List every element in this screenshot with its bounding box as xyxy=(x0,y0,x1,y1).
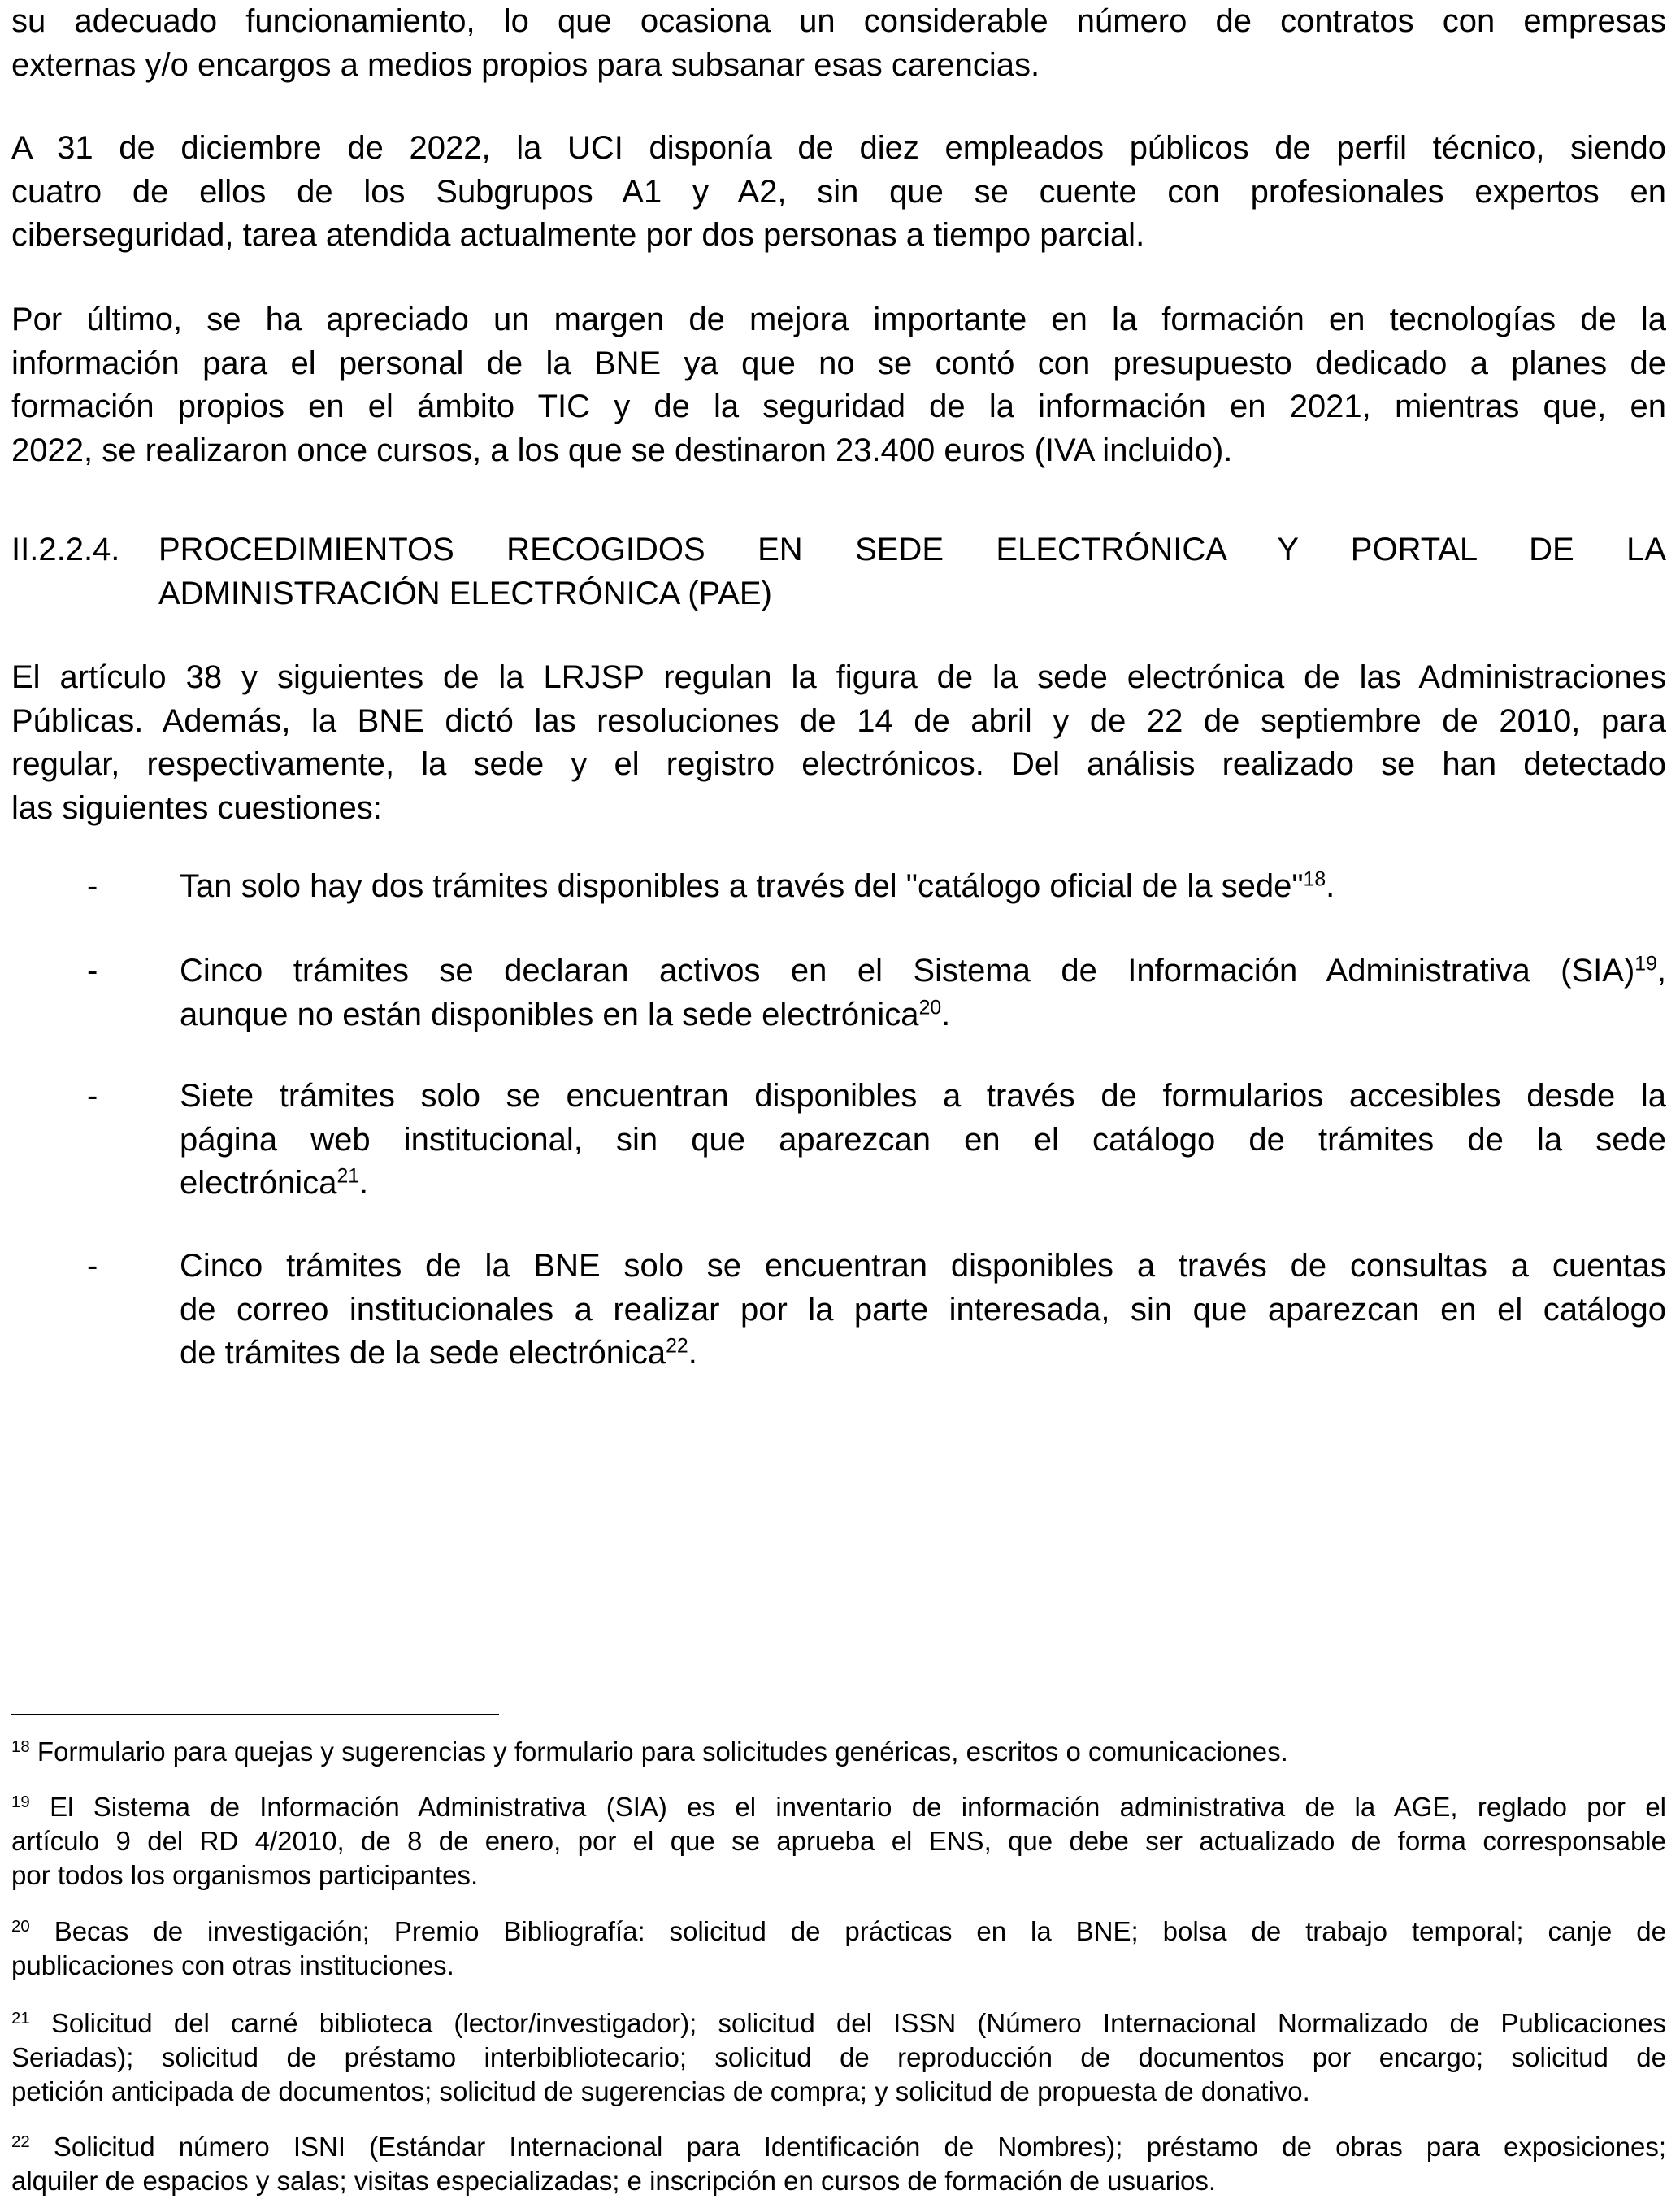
footnote-text: Solicitud número ISNI (Estándar Internacional para Identificación de Nombres); préstamo de obras para exposiciones; xyxy=(53,2132,1667,2162)
footnote-text: alquiler de espacios y salas; visitas especializadas; e inscripción en cursos de formación de usuarios. xyxy=(11,2166,1217,2196)
footnote-18 xyxy=(11,1735,1666,1769)
paragraph xyxy=(11,298,1666,472)
footnote-19 xyxy=(11,1790,1666,1893)
footnote-text: Formulario para quejas y sugerencias y formulario para solicitudes genéricas, escritos o comunicaciones. xyxy=(37,1736,1288,1767)
text-line xyxy=(11,429,1666,473)
line-text: las siguientes cuestiones: xyxy=(11,789,382,826)
footnote-line xyxy=(11,2041,1666,2075)
line-text: regular, respectivamente, la sede y el registro electrónicos. Del análisis realizado se han detectado xyxy=(11,746,1666,782)
line-punctuation: . xyxy=(688,1335,697,1371)
footnote-number: 22 xyxy=(11,2132,30,2151)
line-text: 2022, se realizaron once cursos, a los que se destinaron 23.400 euros (IVA incluido). xyxy=(11,432,1233,468)
line-text: ciberseguridad, tarea atendida actualmente por dos personas a tiempo parcial. xyxy=(11,217,1145,253)
footnote-line xyxy=(11,2075,1666,2109)
heading-number: II.2.2.4. xyxy=(11,532,120,567)
footnote-text: El Sistema de Información Administrativa (SIA) es el inventario de información administrativa de la AGE, reglado por el xyxy=(50,1792,1666,1822)
line-text: de correo institucionales a realizar por la parte interesada, sin que aparezcan en el catálogo xyxy=(180,1291,1666,1328)
line-text: de trámites de la sede electrónica xyxy=(180,1335,666,1371)
text-line xyxy=(11,865,1666,909)
footnote-text: Seriadas); solicitud de préstamo interbibliotecario; solicitud de reproducción de documentos por encargo; solicitud de xyxy=(11,2042,1666,2072)
footnote-reference: 21 xyxy=(336,1165,360,1188)
line-text: información para el personal de la BNE ya que no se contó con presupuesto dedicado a planes de xyxy=(11,345,1666,381)
footnote-line xyxy=(11,1915,1666,1949)
text-line xyxy=(11,656,1666,700)
bullet-marker: - xyxy=(87,868,98,904)
footnote-text: artículo 9 del RD 4/2010, de 8 de enero, por el que se aprueba el ENS, que debe ser actualizado de forma corresponsable xyxy=(11,1826,1666,1856)
line-text: Siete trámites solo se encuentran disponibles a través de formularios accesibles desde la xyxy=(180,1078,1666,1114)
text-line xyxy=(11,0,1666,44)
line-text: cuatro de ellos de los Subgrupos A1 y A2, sin que se cuente con profesionales expertos en xyxy=(11,173,1666,210)
text-line xyxy=(11,700,1666,744)
line-text: Públicas. Además, la BNE dictó las resoluciones de 14 de abril y de 22 de septiembre de 2010, para xyxy=(11,702,1666,739)
footnote-line xyxy=(11,1949,1666,1983)
footnote-number: 18 xyxy=(11,1736,30,1756)
text-line xyxy=(11,1162,1666,1206)
footnote-text: petición anticipada de documentos; solicitud de sugerencias de compra; y solicitud de propuesta de donativo. xyxy=(11,2076,1310,2106)
footnote-separator xyxy=(11,1714,499,1715)
bullet-item xyxy=(11,1075,1666,1206)
text-line xyxy=(11,572,1666,616)
text-line xyxy=(11,1075,1666,1119)
text-line xyxy=(11,1245,1666,1289)
text-line xyxy=(11,214,1666,258)
footnote-line xyxy=(11,2130,1666,2164)
footnote-line xyxy=(11,1824,1666,1858)
footnote-line xyxy=(11,1735,1666,1769)
footnote-20 xyxy=(11,1915,1666,1983)
footnote-line xyxy=(11,2006,1666,2041)
text-line xyxy=(11,127,1666,171)
bullet-marker: - xyxy=(87,1078,98,1114)
text-line xyxy=(11,385,1666,429)
line-text: ADMINISTRACIÓN ELECTRÓNICA (PAE) xyxy=(158,575,772,611)
footnote-reference: 22 xyxy=(666,1335,688,1358)
text-line xyxy=(11,1119,1666,1163)
text-line xyxy=(11,171,1666,215)
footnote-text: publicaciones con otras instituciones. xyxy=(11,1950,454,1980)
line-text: A 31 de diciembre de 2022, la UCI disponía de diez empleados públicos de perfil técnico, siendo xyxy=(11,130,1666,166)
text-line xyxy=(11,1332,1666,1376)
line-punctuation: . xyxy=(359,1165,369,1201)
footnote-reference: 18 xyxy=(1303,868,1326,891)
footnote-22 xyxy=(11,2130,1666,2198)
footnote-line xyxy=(11,1858,1666,1893)
footnote-text: Solicitud del carné biblioteca (lector/investigador); solicitud del ISSN (Número Internacional Normalizado de Publicaciones xyxy=(50,2008,1666,2038)
paragraph xyxy=(11,0,1666,87)
footnote-number: 20 xyxy=(11,1916,30,1936)
section-heading xyxy=(11,528,1666,615)
bullet-marker: - xyxy=(87,953,98,989)
text-line xyxy=(11,528,1666,572)
paragraph xyxy=(11,656,1666,830)
line-text: página web institucional, sin que aparezcan en el catálogo de trámites de la sede xyxy=(180,1121,1666,1158)
line-text: formación propios en el ámbito TIC y de la seguridad de la información en 2021, mientras que, en xyxy=(11,389,1666,424)
line-text: Tan solo hay dos trámites disponibles a través del "catálogo oficial de la sede" xyxy=(180,868,1304,904)
footnote-text: Becas de investigación; Premio Bibliografía: solicitud de prácticas en la BNE; bolsa de trabajo temporal; canje de xyxy=(54,1916,1667,1946)
footnote-line xyxy=(11,2164,1666,2198)
line-text: PROCEDIMIENTOS RECOGIDOS EN SEDE ELECTRÓNICA Y PORTAL DE LA xyxy=(158,532,1666,567)
footnote-21 xyxy=(11,2006,1666,2109)
footnote-number: 19 xyxy=(11,1792,30,1811)
text-line xyxy=(11,787,1666,831)
line-text: externas y/o encargos a medios propios para subsanar esas carencias. xyxy=(11,46,1040,83)
text-line xyxy=(11,1289,1666,1332)
line-text: su adecuado funcionamiento, lo que ocasiona un considerable número de contratos con empresas xyxy=(11,3,1666,39)
footnote-text: por todos los organismos participantes. xyxy=(11,1860,479,1890)
line-text: electrónica xyxy=(180,1165,337,1201)
footnote-line xyxy=(11,1790,1666,1824)
paragraph xyxy=(11,127,1666,258)
line-text: aunque no están disponibles en la sede electrónica xyxy=(180,996,919,1032)
text-line xyxy=(11,950,1666,993)
bullet-marker: - xyxy=(87,1248,98,1284)
bullet-item xyxy=(11,950,1666,1037)
footnote-number: 21 xyxy=(11,2008,30,2028)
text-line xyxy=(11,44,1666,88)
line-text: El artículo 38 y siguientes de la LRJSP regulan la figura de la sede electrónica de las Administraciones xyxy=(11,659,1666,695)
text-line xyxy=(11,743,1666,787)
footnote-reference: 20 xyxy=(918,996,942,1019)
line-punctuation: . xyxy=(941,996,951,1032)
line-text: Cinco trámites de la BNE solo se encuentran disponibles a través de consultas a cuentas xyxy=(180,1248,1666,1284)
text-line xyxy=(11,298,1666,342)
line-punctuation: , xyxy=(1656,953,1666,989)
footnote-reference: 19 xyxy=(1634,953,1657,976)
text-line xyxy=(11,993,1666,1037)
line-text: Cinco trámites se declaran activos en el Sistema de Información Administrativa (SIA) xyxy=(180,953,1635,989)
line-text: Por último, se ha apreciado un margen de mejora importante en la formación en tecnologías de la xyxy=(11,302,1666,337)
bullet-item xyxy=(11,865,1666,909)
line-punctuation: . xyxy=(1326,868,1335,904)
text-line xyxy=(11,342,1666,386)
bullet-item xyxy=(11,1245,1666,1376)
